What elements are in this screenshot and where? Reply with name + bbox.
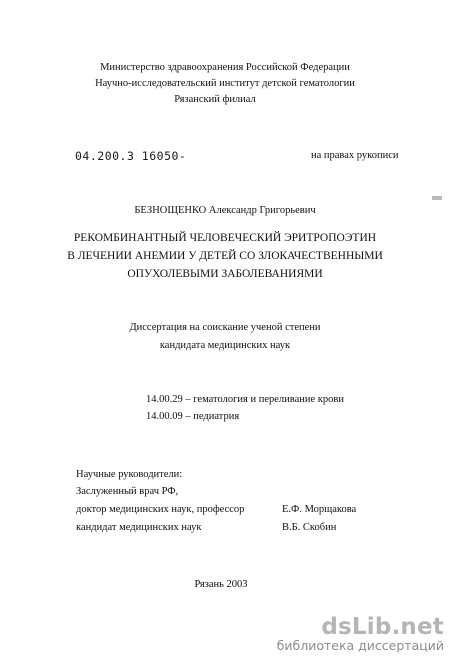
specialty-1: 14.00.29 – гематология и переливание крови	[146, 394, 344, 405]
supervisor-line-2: доктор медицинских наук, профессор	[76, 504, 245, 515]
title-line-3: ОПУХОЛЕВЫМИ ЗАБОЛЕВАНИЯМИ	[127, 268, 323, 280]
watermark-brand: dsLib.net	[321, 613, 444, 640]
supervisor-name-1: Е.Ф. Морщакова	[282, 504, 357, 515]
place-year: Рязань 2003	[194, 579, 248, 590]
degree-line-1: Диссертация на соискание ученой степени	[129, 322, 321, 333]
dslib-watermark[interactable]	[276, 613, 444, 653]
specialty-2: 14.00.09 – педиатрия	[146, 411, 240, 422]
manuscript-rights: на правах рукописи	[311, 150, 399, 161]
watermark-subtitle: библиотека диссертаций	[276, 637, 444, 653]
supervisor-line-1: Заслуженный врач РФ,	[76, 486, 179, 497]
ministry-line: Министерство здравоохранения Российской Федерации	[100, 62, 350, 73]
degree-line-2: кандидата медицинских наук	[159, 340, 291, 351]
branch-line: Рязанский филиал	[174, 94, 256, 105]
supervisors-heading: Научные руководители:	[76, 469, 183, 480]
supervisor-name-2: В.Б. Скобин	[282, 522, 337, 533]
registration-stamp: 04.200.3 16050-	[75, 149, 187, 163]
scan-edge-mark	[432, 196, 442, 200]
title-line-1: РЕКОМБИНАНТНЫЙ ЧЕЛОВЕЧЕСКИЙ ЭРИТРОПОЭТИН	[73, 232, 377, 244]
author-name: БЕЗНОЩЕНКО Александр Григорьевич	[134, 205, 316, 216]
title-line-2: В ЛЕЧЕНИИ АНЕМИИ У ДЕТЕЙ СО ЗЛОКАЧЕСТВЕННЫМИ	[67, 250, 383, 262]
supervisor-line-3: кандидат медицинских наук	[76, 522, 202, 533]
institute-line: Научно-исследовательский институт детской гематологии	[95, 78, 355, 89]
